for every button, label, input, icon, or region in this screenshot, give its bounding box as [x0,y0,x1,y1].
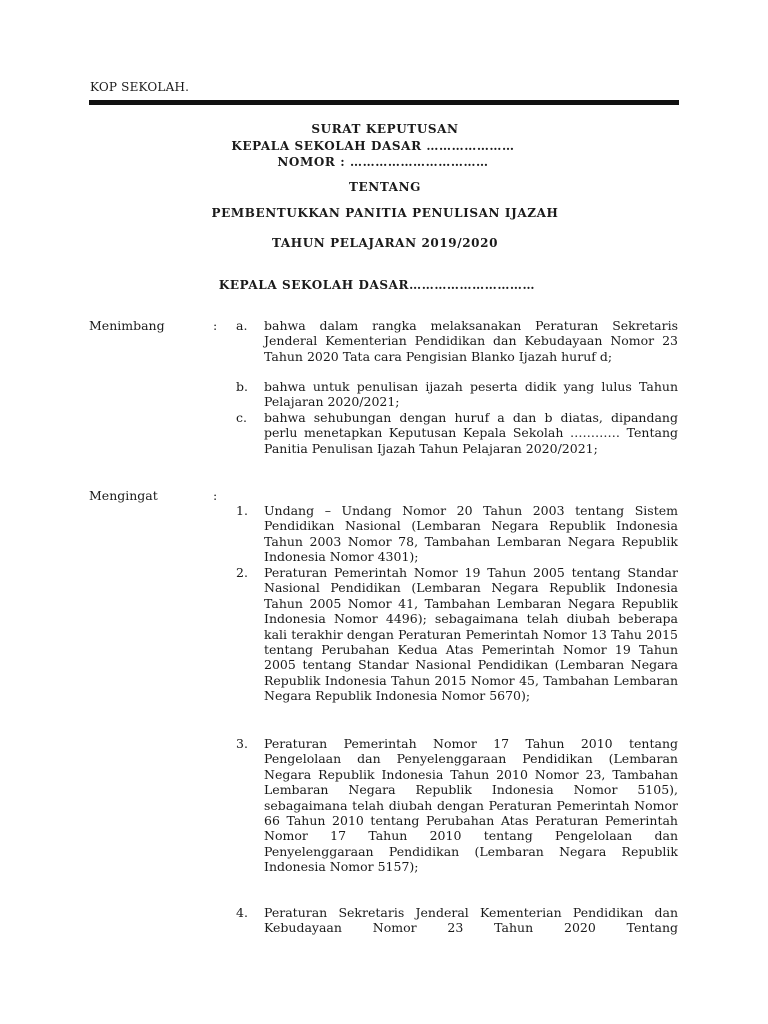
mengingat-item-3: Peraturan Pemerintah Nomor 17 Tahun 2010 tentang Pengelolaan dan Penyelenggaraan Pendidikan (Lembaran Negara Republik Indonesia Tahun 2010 Nomor 23, Tambahan Lembaran Negara Republik Indonesia Nomor 5105), sebagaimana telah diubah dengan Peraturan Pemerintah Nomor 66 Tahun 2010 tentang Perubahan Atas Peraturan Pemerintah Nomor 17 Tahun 2010 tentang Pengelolaan dan Penyelenggaraan Pendidikan (Lembaran Negara Republik Indonesia Nomor 5157); [264,736,678,875]
mengingat-item-2: Peraturan Pemerintah Nomor 19 Tahun 2005 tentang Standar Nasional Pendidikan (Lembaran Negara Republik Indonesia Tahun 2005 Nomor 41, Tambahan Lembaran Negara Republik Indonesia Nomor 4496); sebagaimana telah diubah beberapa kali terakhir dengan Peraturan Pemerintah Nomor 13 Tahu 2015 tentang Perubahan Kedua Atas Pemerintah Nomor 19 Tahun 2005 tentang Standar Nasional Pendidikan (Lembaran Negara Republik Indonesia Tahun 2015 Nomor 45, Tambahan Lembaran Negara Republik Indonesia Nomor 5670); [264,565,678,704]
mengingat-colon: : [213,488,218,503]
menimbang-item-a: bahwa dalam rangka melaksanakan Peraturan Sekretaris Jenderal Kementerian Pendidikan dan Kebudayaan Nomor 23 Tahun 2020 Tata cara Pengisian Blanko Ijazah huruf d; [264,318,678,364]
menimbang-colon: : [213,318,218,333]
menimbang-marker-b: b. [236,379,248,394]
mengingat-marker-2: 2. [236,565,248,580]
menimbang-item-c: bahwa sehubungan dengan huruf a dan b diatas, dipandang perlu menetapkan Keputusan Kepala Sekolah ………… Tentang Panitia Penulisan Ijazah Tahun Pelajaran 2020/2021; [264,410,678,456]
mengingat-marker-3: 3. [236,736,248,751]
mengingat-label: Mengingat [89,488,158,503]
title-line-2: KEPALA SEKOLAH DASAR ………………… [231,139,515,153]
kop-sekolah: KOP SEKOLAH. [90,80,190,94]
mengingat-item-1: Undang – Undang Nomor 20 Tahun 2003 tentang Sistem Pendidikan Nasional (Lembaran Negara Republik Indonesia Tahun 2003 Nomor 78, Tambahan Lembaran Negara Republik Indonesia Nomor 4301); [264,503,678,565]
menimbang-marker-c: c. [236,410,247,425]
title-year: TAHUN PELAJARAN 2019/2020 [271,236,499,250]
title-number: NOMOR : …………………………… [277,155,489,169]
menimbang-label: Menimbang [89,318,165,333]
title-tentang: TENTANG [348,180,422,194]
mengingat-marker-1: 1. [236,503,248,518]
mengingat-item-4: Peraturan Sekretaris Jenderal Kementerian Pendidikan dan Kebudayaan Nomor 23 Tahun 2020 Tentang [264,905,678,936]
title-line-1: SURAT KEPUTUSAN [311,122,459,136]
mengingat-marker-4: 4. [236,905,248,920]
issuer-heading: KEPALA SEKOLAH DASAR………………………… [218,278,536,292]
menimbang-marker-a: a. [236,318,248,333]
title-subject: PEMBENTUKKAN PANITIA PENULISAN IJAZAH [211,206,559,220]
menimbang-item-b: bahwa untuk penulisan ijazah peserta didik yang lulus Tahun Pelajaran 2020/2021; [264,379,678,410]
header-divider [89,100,679,105]
